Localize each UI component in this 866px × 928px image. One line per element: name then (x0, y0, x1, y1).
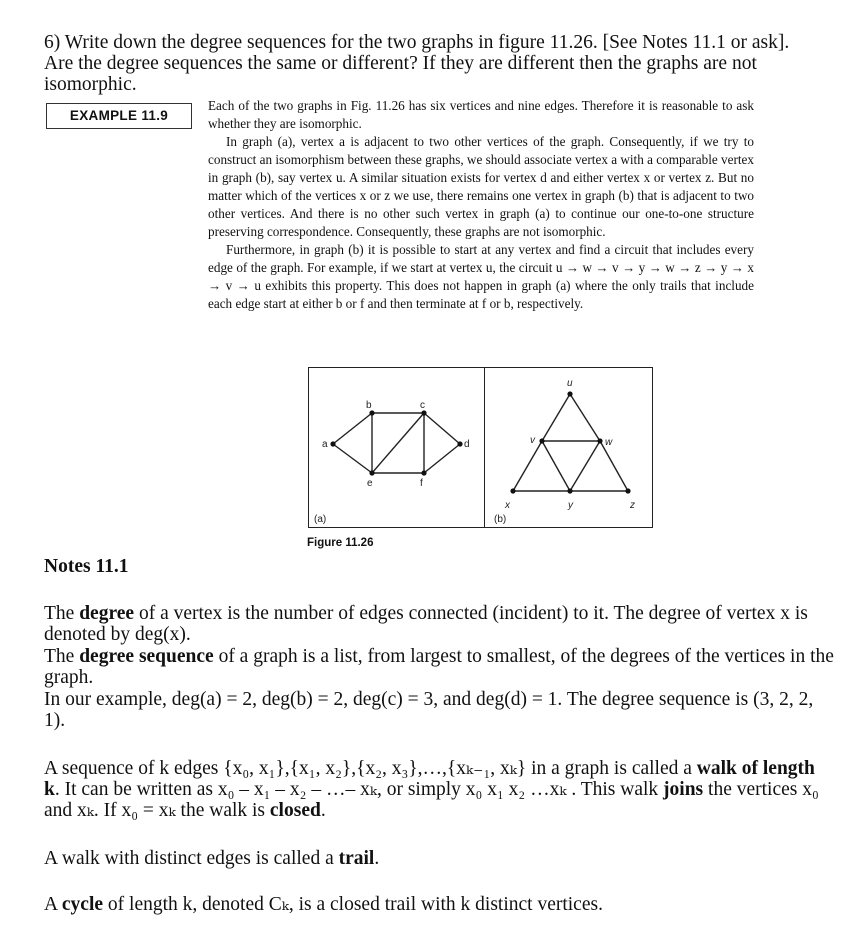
example-paragraph-1: Each of the two graphs in Fig. 11.26 has six vertices and nine edges. Therefore it is reasonable to ask whether they are isomorphic. (208, 98, 754, 131)
term-degree-sequence: degree sequence (79, 646, 214, 667)
degree-sequence-definition: The degree sequence of a graph is a list, from largest to smallest, of the degrees of the vertices in the graph. (44, 646, 834, 688)
degree-definition: The degree of a vertex is the number of edges connected (incident) to it. The degree of vertex x is denoted by deg(x). (44, 603, 808, 645)
graph-b-labels (494, 378, 635, 525)
graph-a-label: (a) (314, 514, 327, 525)
graph-b-vertices (510, 391, 630, 493)
example-text (208, 97, 754, 313)
cycle-definition: A cycle of length k, denoted Cₖ, is a closed trail with k distinct vertices. (44, 894, 603, 915)
graph-a (333, 413, 460, 473)
vertex-label-d: d (464, 439, 470, 450)
question (44, 32, 834, 95)
term-joins: joins (663, 779, 704, 800)
figure-panels (309, 368, 653, 528)
vertex-label-z: z (630, 500, 635, 511)
vertex-label-y: y (568, 500, 573, 511)
graph-b-label: (b) (494, 514, 507, 525)
vertex-label-e: e (367, 478, 373, 489)
question-line-2: Are the degree sequences the same or different? If they are different then the graphs are not (44, 53, 757, 74)
term-closed: closed (269, 800, 321, 821)
question-line-1: 6) Write down the degree sequences for the two graphs in figure 11.26. [See Notes 11.1 or ask]. (44, 32, 790, 53)
term-degree: degree (79, 603, 135, 624)
vertex-label-w: w (605, 437, 613, 448)
walk-definition: A sequence of k edges {x₀, x₁},{x₁, x₂},{x₂, x₃},…,{xₖ₋₁, xₖ} in a graph is called a walk of length k. It can be written as x₀ – x₁ – x₂ – …– xₖ, or simply x₀ x₁ x₂ …xₖ . This walk joins the vertices x₀ and xₖ. If x₀ = xₖ the walk is closed. (44, 758, 819, 821)
figure-11-26 (300, 367, 660, 537)
term-trail: trail (338, 848, 375, 869)
graph-a-vertices (330, 410, 462, 475)
vertex-label-v: v (530, 435, 535, 446)
vertex-label-x: x (505, 500, 510, 511)
trail-definition: A walk with distinct edges is called a trail. (44, 848, 380, 869)
vertex-label-u: u (567, 378, 573, 389)
example-paragraph-2: In graph (a), vertex a is adjacent to two other vertices of the graph. Consequently, if we try to construct an isomorphism between these graphs, we should associate vertex a with a comparable vertex in graph (b), say vertex u. A similar situation exists for vertex d and either vertex x or vertex z. But no matter which of the vertices x or z we use, there remains one vertex in graph (b) that is adjacent to two other vertices. And there is no other such vertex in graph (a) to continue our one-to-one structure preserving correspondence. Consequently, these graphs are not isomorphic. (208, 134, 755, 239)
notes-heading: Notes 11.1 (44, 556, 129, 577)
term-walk: walk of length k (44, 758, 815, 800)
figure-caption: Figure 11.26 (307, 537, 374, 549)
vertex-label-c: c (420, 400, 425, 411)
vertex-label-b: b (366, 400, 372, 411)
vertex-label-f: f (420, 478, 423, 489)
question-line-3: isomorphic. (44, 74, 137, 95)
example-label-box: EXAMPLE 11.9 (46, 103, 192, 129)
vertex-label-a: a (322, 439, 328, 450)
example-paragraph-3: Furthermore, in graph (b) it is possible to start at any vertex and find a circuit that includes every edge of the graph. For example, if we start at vertex u, the circuit u → w → v → y → w → z → y → x → v → u exhibits this property. This does not happen in graph (a) where the only trails that include each edge start at either b or f and then terminate at f or b, respectively. (208, 242, 754, 311)
graph-a-labels (314, 400, 470, 525)
degree-example: In our example, deg(a) = 2, deg(b) = 2, deg(c) = 3, and deg(d) = 1. The degree sequence is (3, 2, 2, 1). (44, 689, 814, 731)
term-cycle: cycle (61, 894, 104, 915)
